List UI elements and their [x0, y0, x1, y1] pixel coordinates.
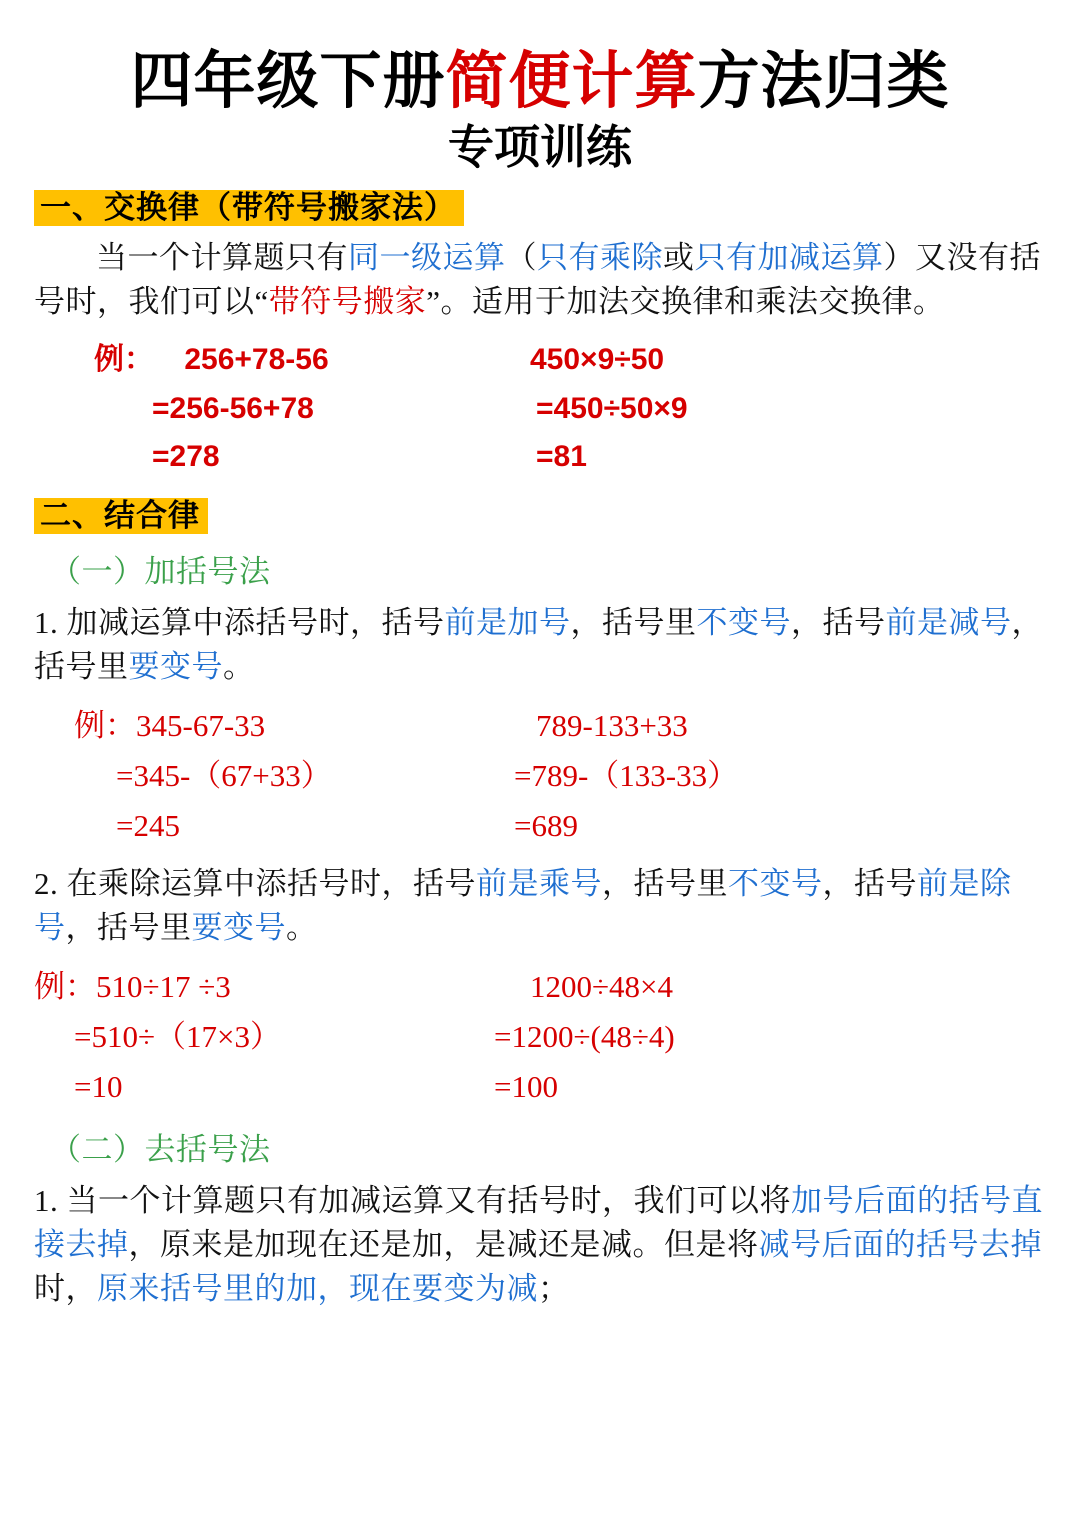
section-2-heading: 二、结合律: [34, 498, 208, 534]
example-cell: [454, 385, 1046, 434]
example-b1: 450×9÷50: [530, 343, 665, 377]
s1-text-9: 带符号搬家: [268, 284, 427, 320]
s1-text-2: 同一级运算: [348, 240, 506, 276]
s2r1-text-9: 。: [223, 649, 255, 685]
example-row: [34, 336, 1046, 385]
s1-text-10: ”。适用于加法交换律和乘法交换律。: [426, 284, 945, 320]
example-cell: [34, 385, 454, 434]
example-a3: =10: [74, 1069, 123, 1105]
example-a1: 例：510÷17 ÷3: [34, 968, 231, 1004]
s2r2-text-5: ，括号: [822, 865, 917, 901]
example-cell: [454, 701, 1046, 751]
section-1-examples: [34, 336, 1046, 482]
example-b3: =81: [536, 440, 587, 474]
s2r3-text-5: 时，: [34, 1271, 97, 1307]
example-a1: 例：345-67-33: [74, 708, 266, 744]
example-cell: [454, 433, 1046, 482]
example-a2: =510÷（17×3）: [74, 1018, 281, 1054]
s2r2-text-4: 不变号: [728, 865, 823, 901]
section-1-heading-wrap: [34, 174, 1046, 226]
example-b2: =789-（133-33）: [514, 758, 739, 794]
s1-text-7: ）: [883, 240, 915, 276]
title-part-1: 四年级下册: [130, 47, 446, 116]
example-row: [34, 1062, 1046, 1112]
s2r2-text-1: 2. 在乘除运算中添括号时，括号: [34, 865, 476, 901]
example-b1: 1200÷48×4: [530, 968, 673, 1004]
s2r3-text-1: 1. 当一个计算题只有加减运算又有括号时，我们可以将: [34, 1183, 791, 1219]
example-b2: =1200÷(48÷4): [494, 1018, 675, 1054]
s2r3-text-7: ；: [538, 1271, 570, 1307]
example-cell: [454, 336, 1046, 385]
example-cell: [454, 1062, 1046, 1112]
page-subtitle: 专项训练: [448, 121, 632, 174]
example-a3: =245: [116, 808, 180, 844]
example-a3: =278: [152, 440, 220, 474]
example-a2: =256-56+78: [152, 391, 314, 425]
example-a1: 256+78-56: [184, 343, 329, 377]
example-cell: [34, 433, 454, 482]
example-cell: [34, 1012, 454, 1062]
example-b3: =100: [494, 1069, 558, 1105]
example-row: [34, 385, 1046, 434]
section-2-rule-3: [34, 1179, 1046, 1311]
example-b1: 789-133+33: [536, 708, 688, 744]
example-row: [34, 1012, 1046, 1062]
example-cell: [454, 1012, 1046, 1062]
example-a2: =345-（67+33）: [116, 758, 332, 794]
example-cell: [34, 751, 454, 801]
s2r2-text-9: 。: [286, 909, 318, 945]
example-row: [34, 801, 1046, 851]
example-cell: [34, 701, 454, 751]
example-b3: =689: [514, 808, 578, 844]
section-2-rule-1: [34, 601, 1046, 689]
example-cell: [34, 801, 454, 851]
s2r1-text-8: 要变号: [128, 649, 223, 685]
s2r3-text-6: 原来括号里的加，现在要变为减: [97, 1271, 538, 1307]
s2r3-text-3: ，原来是加现在还是加，是减还是减。但是将: [128, 1227, 759, 1263]
example-row: [34, 751, 1046, 801]
example-cell: [34, 336, 454, 385]
example-cell: [454, 801, 1046, 851]
s2r2-text-8: 要变号: [191, 909, 286, 945]
section-2-subheading-1: （一）加括号法: [50, 554, 271, 589]
example-row: [34, 962, 1046, 1012]
s2r2-text-3: ，括号里: [602, 865, 728, 901]
s2r1-text-7: ，括号里: [34, 605, 1043, 685]
s2r1-text-1: 1. 加减运算中添括号时，括号: [34, 605, 445, 640]
title-part-2: 简便计算: [445, 47, 698, 116]
s1-text-5: 或: [663, 240, 695, 276]
section-2-heading-wrap: [34, 482, 1046, 534]
s2r1-text-5: ，括号: [791, 605, 886, 640]
example-cell: [454, 751, 1046, 801]
s2r2-text-7: ，括号里: [65, 909, 192, 945]
example-cell: [454, 962, 1046, 1012]
section-2-rule-2: [34, 862, 1046, 950]
s1-text-1: 当一个计算题只有: [96, 240, 348, 276]
section-2-examples-1: [34, 701, 1046, 852]
s2r1-text-4: 不变号: [696, 605, 791, 640]
s1-text-4: 只有乘除: [537, 240, 663, 276]
s2r1-text-2: 前是加号: [444, 605, 571, 640]
page-title: [34, 46, 1046, 117]
example-row: [34, 433, 1046, 482]
s2r2-text-6: 前是除号: [34, 865, 1012, 945]
example-row: [34, 701, 1046, 751]
s2r1-text-6: 前是减号: [885, 605, 1012, 640]
s2r1-text-3: ，括号里: [570, 605, 697, 640]
title-part-3: 方法归类: [697, 47, 950, 116]
s1-text-8: 又没有括号时，我们可以“: [34, 240, 1041, 320]
s1-text-6: 只有加减运算: [694, 240, 884, 276]
s2r2-text-2: 前是乘号: [476, 865, 602, 901]
s2r3-text-2: 加号后面的括号直接去掉: [34, 1183, 1043, 1263]
s1-text-3: （: [505, 240, 537, 276]
section-1-heading: 一、交换律（带符号搬家法）: [34, 190, 464, 226]
section-2-examples-2: [34, 962, 1046, 1113]
example-cell: [34, 962, 454, 1012]
section-2-subheading-2: （二）去括号法: [50, 1132, 271, 1168]
section-1-paragraph: [34, 236, 1046, 324]
s2r3-text-4: 减号后面的括号去掉: [758, 1227, 1042, 1263]
example-cell: [34, 1062, 454, 1112]
example-label: 例：: [94, 343, 154, 377]
example-b2: =450÷50×9: [536, 391, 688, 425]
